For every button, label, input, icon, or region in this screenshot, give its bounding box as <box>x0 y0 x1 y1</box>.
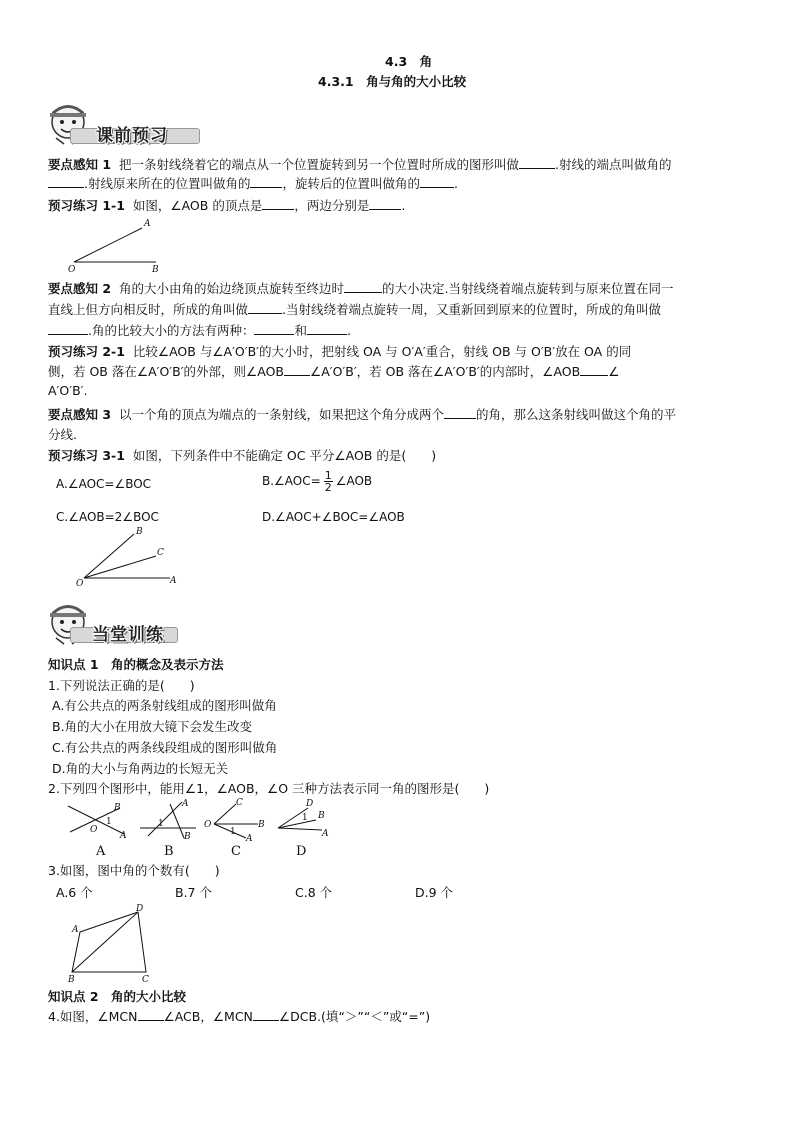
q1-option-c[interactable]: C.有公共点的两条线段组成的图形叫做角 <box>52 740 278 755</box>
answer-blank[interactable] <box>307 322 347 335</box>
knowledge-point-1: 要点感知 1 把一条射线绕着它的端点从一个位置旋转到另一个位置时所成的图形叫做 .射线的端点叫做角的 <box>48 157 672 172</box>
answer-blank[interactable] <box>48 322 88 335</box>
svg-text:1: 1 <box>106 817 112 827</box>
q2-figure-a[interactable] <box>64 798 134 842</box>
answer-blank[interactable] <box>250 175 282 188</box>
fig-label: A <box>170 576 177 586</box>
answer-blank[interactable] <box>262 197 294 210</box>
figure-angle-aob <box>62 216 172 276</box>
knowledge-point-3: 要点感知 3 以一个角的顶点为端点的一条射线，如果把这个角分成两个 的角，那么这条射线叫做这个角的平 <box>48 407 677 422</box>
svg-text:1: 1 <box>158 819 164 829</box>
q2-caption-b: B <box>164 844 174 859</box>
q2-caption-c: C <box>231 844 241 859</box>
q2-figure-b[interactable] <box>138 798 200 842</box>
svg-text:C: C <box>236 798 243 808</box>
q2-caption-d: D <box>296 844 307 859</box>
question-2: 2.下列四个图形中，能用∠1，∠AOB，∠O 三种方法表示同一角的图形是( ) <box>48 781 490 796</box>
svg-text:B: B <box>318 811 325 821</box>
option-b[interactable]: B.∠AOC= $\frac{1}{2}$ ∠AOB <box>262 469 373 494</box>
q2-figure-d[interactable] <box>272 796 334 840</box>
knowledge-point-3-cont: 分线. <box>48 427 77 442</box>
knowledge-section-2-title: 知识点 2 角的大小比较 <box>48 989 187 1004</box>
q1-option-d[interactable]: D.角的大小与角两边的长短无关 <box>52 761 229 776</box>
question-1: 1.下列说法正确的是( ) <box>48 678 195 693</box>
knowledge-point-2-cont: 直线上但方向相反时，所成的角叫做 .当射线绕着端点旋转一周，又重新回到原来的位置时，所成的角叫做 <box>48 302 661 317</box>
fig-label: B <box>136 527 143 537</box>
q3-figure-quadrilateral <box>64 902 160 984</box>
svg-text:A: A <box>246 834 253 842</box>
answer-blank[interactable] <box>248 301 282 314</box>
fig-label: C <box>157 548 164 558</box>
fig-label: B <box>152 265 159 275</box>
figure-angle-bisector <box>70 524 182 588</box>
option-a[interactable]: A.∠AOC=∠BOC <box>56 477 152 491</box>
svg-text:C: C <box>142 975 149 984</box>
knowledge-section-1-title: 知识点 1 角的概念及表示方法 <box>48 657 224 672</box>
knowledge-point-2: 要点感知 2 角的大小由角的始边绕顶点旋转至终边时 的大小决定.当射线绕着端点旋转到与原来位置在同一 <box>48 281 674 296</box>
svg-text:O: O <box>90 825 98 835</box>
answer-blank[interactable] <box>580 363 608 376</box>
question-4: 4.如图，∠MCN ∠ACB，∠MCN ∠DCB.(填“＞”“＜”或“=”) <box>48 1009 431 1024</box>
answer-blank[interactable] <box>369 197 401 210</box>
answer-blank[interactable] <box>284 363 310 376</box>
answer-blank[interactable] <box>253 1008 279 1021</box>
svg-text:1: 1 <box>302 813 308 823</box>
svg-text:O: O <box>204 820 212 830</box>
svg-text:B: B <box>114 803 121 813</box>
practice-2-1: 预习练习 2-1 比较∠AOB 与∠A′O′B′的大小时，把射线 OA 与 O′A′重合，射线 OB 与 O′B′放在 OA 的同 <box>48 344 632 359</box>
q3-option-b[interactable]: B.7 个 <box>175 885 212 900</box>
answer-blank[interactable] <box>444 406 476 419</box>
knowledge-point-2-cont2: .角的比较大小的方法有两种： 和 . <box>48 321 351 340</box>
q2-figure-c[interactable] <box>202 796 268 842</box>
fig-label: A <box>144 219 151 229</box>
q3-option-c[interactable]: C.8 个 <box>295 885 333 900</box>
subsection-title: 4.3.1 角与角的大小比较 <box>318 74 467 89</box>
option-d[interactable]: D.∠AOC+∠BOC=∠AOB <box>262 510 405 524</box>
q3-option-a[interactable]: A.6 个 <box>56 885 93 900</box>
fig-label: O <box>68 265 76 275</box>
answer-blank[interactable] <box>254 322 294 335</box>
answer-blank[interactable] <box>138 1008 164 1021</box>
practice-2-1-cont: 侧，若 OB 落在∠A′O′B′的外部，则∠AOB ∠A′O′B′，若 OB 落在∠A′O′B′的内部时，∠AOB ∠ <box>48 364 620 379</box>
q1-option-a[interactable]: A.有公共点的两条射线组成的图形叫做角 <box>52 698 277 713</box>
svg-text:B: B <box>258 820 265 830</box>
question-3: 3.如图，图中角的个数有( ) <box>48 863 220 878</box>
svg-text:1: 1 <box>230 827 236 837</box>
practice-2-1-cont2: A′O′B′. <box>48 383 88 398</box>
answer-blank[interactable] <box>519 156 555 169</box>
answer-blank[interactable] <box>48 175 84 188</box>
q1-option-b[interactable]: B.角的大小在用放大镜下会发生改变 <box>52 719 253 734</box>
svg-text:A: A <box>322 829 329 839</box>
practice-1-1: 预习练习 1-1 如图，∠AOB 的顶点是 ，两边分别是 . <box>48 198 406 213</box>
svg-text:A: A <box>72 925 79 935</box>
answer-blank[interactable] <box>420 175 454 188</box>
svg-text:B: B <box>68 975 75 984</box>
section-title: 4.3 角 <box>385 54 433 69</box>
q3-option-d[interactable]: D.9 个 <box>415 885 454 900</box>
svg-text:A: A <box>120 831 127 841</box>
knowledge-point-1-cont: .射线原来所在的位置叫做角的 ，旋转后的位置叫做角的 . <box>48 174 458 193</box>
svg-text:A: A <box>182 799 189 809</box>
q2-caption-a: A <box>96 844 106 859</box>
practice-3-1: 预习练习 3-1 如图，下列条件中不能确定 OC 平分∠AOB 的是( ) <box>48 448 437 463</box>
option-c[interactable]: C.∠AOB=2∠BOC <box>56 510 159 524</box>
svg-text:D: D <box>136 904 144 914</box>
answer-blank[interactable] <box>344 280 382 293</box>
fig-label: O <box>76 579 84 588</box>
svg-text:D: D <box>306 799 314 809</box>
svg-text:B: B <box>184 832 191 842</box>
